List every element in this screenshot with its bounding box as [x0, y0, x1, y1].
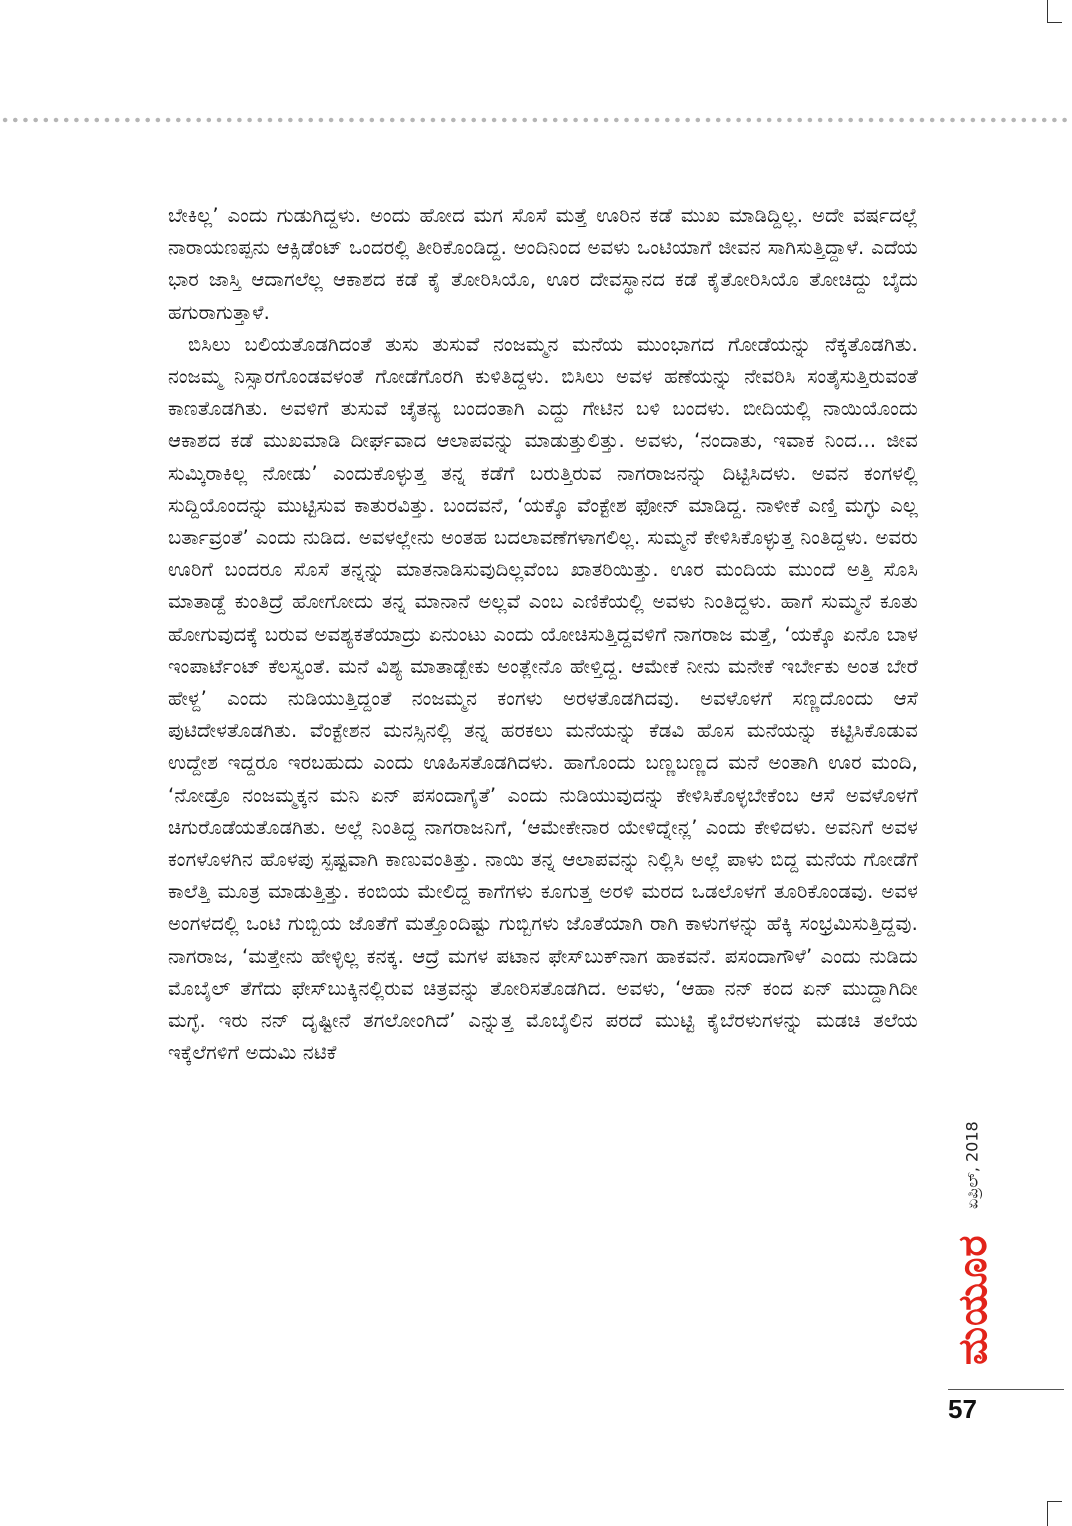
paragraph-1: ಬೇಕಿಲ್ಲ’ ಎಂದು ಗುಡುಗಿದ್ದಳು. ಅಂದು ಹೋದ ಮಗ ಸೊಸೆ ಮತ್ತೆ ಊರಿನ ಕಡೆ ಮುಖ ಮಾಡಿದ್ದಿಲ್ಲ. ಅದೇ ವರ್ಷದಲ್ಲೆ ನಾರಾಯಣಪ್ಪನು ಆಕ್ಸಿಡೆಂಟ್ ಒಂದರಲ್ಲಿ ತೀರಿಕೊಂಡಿದ್ದ. ಅಂದಿನಿಂದ ಅವಳು ಒಂಟಿಯಾಗೆ ಜೀವನ ಸಾಗಿಸುತ್ತಿದ್ದಾಳೆ. ಎದೆಯ ಭಾರ ಜಾಸ್ತಿ ಆದಾಗಲೆಲ್ಲ ಆಕಾಶದ ಕಡೆ ಕೈ ತೋರಿಸಿಯೊ, ಊರ ದೇವಸ್ಥಾನದ ಕಡೆ ಕೈತೋರಿಸಿಯೊ ತೋಚಿದ್ದು ಬೈದು ಹಗುರಾಗುತ್ತಾಳೆ. — [168, 204, 918, 324]
crop-mark-bottom — [1047, 1501, 1062, 1526]
article-body — [168, 200, 918, 1069]
magazine-logo: ಮಯೂರ — [950, 1234, 996, 1366]
dotted-header-rule — [0, 117, 1072, 123]
paragraph-2: ಬಿಸಿಲು ಬಲಿಯತೊಡಗಿದಂತೆ ತುಸು ತುಸುವೆ ನಂಜಮ್ಮನ ಮನೆಯ ಮುಂಭಾಗದ ಗೋಡೆಯನ್ನು ನೆಕ್ಕತೊಡಗಿತು. ನಂಜಮ್ಮ ನಿಸ್ಸಾರಗೊಂಡವಳಂತೆ ಗೋಡೆಗೊರಗಿ ಕುಳಿತಿದ್ದಳು. ಬಿಸಿಲು ಅವಳ ಹಣೆಯನ್ನು ನೇವರಿಸಿ ಸಂತೈಸುತ್ತಿರುವಂತೆ ಕಾಣತೊಡಗಿತು. ಅವಳಿಗೆ ತುಸುವೆ ಚೈತನ್ಯ ಬಂದಂತಾಗಿ ಎದ್ದು ಗೇಟಿನ ಬಳಿ ಬಂದಳು. ಬೀದಿಯಲ್ಲಿ ನಾಯಿಯೊಂದು ಆಕಾಶದ ಕಡೆ ಮುಖಮಾಡಿ ದೀರ್ಘವಾದ ಆಲಾಪವನ್ನು ಮಾಡುತ್ತುಲಿತ್ತು. ಅವಳು, ‘ನಂದಾತು, ಇವಾಕ ನಿಂದ... ಜೀವ ಸುಮ್ಕಿರಾಕಿಲ್ಲ ನೋಡು’ ಎಂದುಕೊಳ್ಳುತ್ತ ತನ್ನ ಕಡೆಗೆ ಬರುತ್ತಿರುವ ನಾಗರಾಜನನ್ನು ದಿಟ್ಟಿಸಿದಳು. ಅವನ ಕಂಗಳಲ್ಲಿ ಸುದ್ದಿಯೊಂದನ್ನು ಮುಟ್ಟಿಸುವ ಕಾತುರವಿತ್ತು. ಬಂದವನೆ, ‘ಯಕ್ಕೊ ವೆಂಕ್ಟೇಶ ಫೋನ್ ಮಾಡಿದ್ದ. ನಾಳೀಕೆ ಎಣ್ತಿ ಮಗ್ಳು ಎಲ್ಲ ಬರ್ತಾವ್ರಂತೆ’ ಎಂದು ನುಡಿದ. ಅವಳಲ್ಲೇನು ಅಂತಹ ಬದಲಾವಣೆಗಳಾಗಲಿಲ್ಲ. ಸುಮ್ಮನೆ ಕೇಳಿಸಿಕೊಳ್ಳುತ್ತ ನಿಂತಿದ್ದಳು. ಅವರು ಊರಿಗೆ ಬಂದರೂ ಸೊಸೆ ತನ್ನನ್ನು ಮಾತನಾಡಿಸುವುದಿಲ್ಲವೆಂಬ ಖಾತರಿಯಿತ್ತು. ಊರ ಮಂದಿಯ ಮುಂದೆ ಅತ್ತಿ ಸೊಸಿ ಮಾತಾಡ್ದೆ ಕುಂತಿದ್ರೆ ಹೋಗೋದು ತನ್ನ ಮಾನಾನೆ ಅಲ್ಲವೆ ಎಂಬ ಎಣಿಕೆಯಲ್ಲಿ ಅವಳು ನಿಂತಿದ್ದಳು. ಹಾಗೆ ಸುಮ್ಮನೆ ಕೂತು ಹೋಗುವುದಕ್ಕೆ ಬರುವ ಅವಶ್ಯಕತೆಯಾದ್ರು ಏನುಂಟು ಎಂದು ಯೋಚಿಸುತ್ತಿದ್ದವಳಿಗೆ ನಾಗರಾಜ ಮತ್ತೆ, ‘ಯಕ್ಕೊ ಏನೊ ಬಾಳ ಇಂಪಾರ್ಟೆಂಟ್ ಕೆಲಸ್ವಂತೆ. ಮನೆ ವಿಶ್ಯ ಮಾತಾಡ್ಬೇಕು ಅಂತ್ಲೇನೊ ಹೇಳ್ತಿದ್ದ. ಆಮೇಕೆ ನೀನು ಮನೇಕೆ ಇರ್ಬೇಕು ಅಂತ ಬೇರೆ ಹೇಳ್ದ’ ಎಂದು ನುಡಿಯುತ್ತಿದ್ದಂತೆ ನಂಜಮ್ಮನ ಕಂಗಳು ಅರಳತೊಡಗಿದವು. ಅವಳೊಳಗೆ ಸಣ್ಣದೊಂದು ಆಸೆ ಪುಟಿದೇಳತೊಡಗಿತು. ವೆಂಕ್ಟೇಶನ ಮನಸ್ಸಿನಲ್ಲಿ ತನ್ನ ಹರಕಲು ಮನೆಯನ್ನು ಕೆಡವಿ ಹೊಸ ಮನೆಯನ್ನು ಕಟ್ಟಿಸಿಕೊಡುವ ಉದ್ದೇಶ ಇದ್ದರೂ ಇರಬಹುದು ಎಂದು ಊಹಿಸತೊಡಗಿದಳು. ಹಾಗೊಂದು ಬಣ್ಣಬಣ್ಣದ ಮನೆ ಅಂತಾಗಿ ಊರ ಮಂದಿ, ‘ನೋಡ್ರೊ ನಂಜಮ್ಮಕ್ಕನ ಮನಿ ಏನ್ ಪಸಂದಾಗೈತೆ’ ಎಂದು ನುಡಿಯುವುದನ್ನು ಕೇಳಿಸಿಕೊಳ್ಳಬೇಕೆಂಬ ಆಸೆ ಅವಳೊಳಗೆ ಚಿಗುರೊಡೆಯತೊಡಗಿತು. ಅಲ್ಲೆ ನಿಂತಿದ್ದ ನಾಗರಾಜನಿಗೆ, ‘ಆಮೇಕೇನಾರ ಯೇಳಿದ್ನೇನ್ಲ’ ಎಂದು ಕೇಳಿದಳು. ಅವನಿಗೆ ಅವಳ ಕಂಗಳೊಳಗಿನ ಹೊಳಪು ಸ್ಪಷ್ಟವಾಗಿ ಕಾಣುವಂತಿತ್ತು. ನಾಯಿ ತನ್ನ ಆಲಾಪವನ್ನು ನಿಲ್ಲಿಸಿ ಅಲ್ಲೆ ಪಾಳು ಬಿದ್ದ ಮನೆಯ ಗೋಡೆಗೆ ಕಾಲೆತ್ತಿ ಮೂತ್ರ ಮಾಡುತ್ತಿತ್ತು. ಕಂಬಿಯ ಮೇಲಿದ್ದ ಕಾಗೆಗಳು ಕೂಗುತ್ತ ಅರಳಿ ಮರದ ಒಡಲೊಳಗೆ ತೂರಿಕೊಂಡವು. ಅವಳ ಅಂಗಳದಲ್ಲಿ ಒಂಟಿ ಗುಬ್ಬಿಯ ಜೊತೆಗೆ ಮತ್ತೊಂದಿಷ್ಟು ಗುಬ್ಬಿಗಳು ಜೊತೆಯಾಗಿ ರಾಗಿ ಕಾಳುಗಳನ್ನು ಹೆಕ್ಕಿ ಸಂಭ್ರಮಿಸುತ್ತಿದ್ದವು. ನಾಗರಾಜ, ‘ಮತ್ತೇನು ಹೇಳ್ಳಿಲ್ಲ ಕನಕ್ಕ. ಆದ್ರೆ ಮಗಳ ಪಟಾನ ಫೇಸ್‌ಬುಕ್‌ನಾಗ ಹಾಕವನೆ. ಪಸಂದಾಗೌಳೆ’ ಎಂದು ನುಡಿದು ಮೊಬೈಲ್ ತೆಗೆದು ಫೇಸ್‌ಬುಕ್ಕಿನಲ್ಲಿರುವ ಚಿತ್ರವನ್ನು ತೋರಿಸತೊಡಗಿದ. ಅವಳು, ‘ಆಹಾ ನನ್ ಕಂದ ಏನ್ ಮುದ್ದಾಗಿದೀ ಮಗ್ಳೆ. ಇರು ನನ್ ದೃಷ್ಟೀನೆ ತಗಲೋಂಗಿದೆ’ ಎನ್ನುತ್ತ ಮೊಬೈಲಿನ ಪರದೆ ಮುಟ್ಟಿ ಕೈಬೆರಳುಗಳನ್ನು ಮಡಚಿ ತಲೆಯ ಇಕ್ಕೆಲೆಗಳಿಗೆ ಅದುಮಿ ನಟಿಕೆ — [168, 332, 918, 1065]
issue-date: ಏಪ್ರಿಲ್, 2018 — [962, 1121, 982, 1209]
page-number-rule — [948, 1389, 1064, 1390]
page-number: 57 — [948, 1394, 977, 1424]
crop-mark-top — [1047, 0, 1062, 23]
